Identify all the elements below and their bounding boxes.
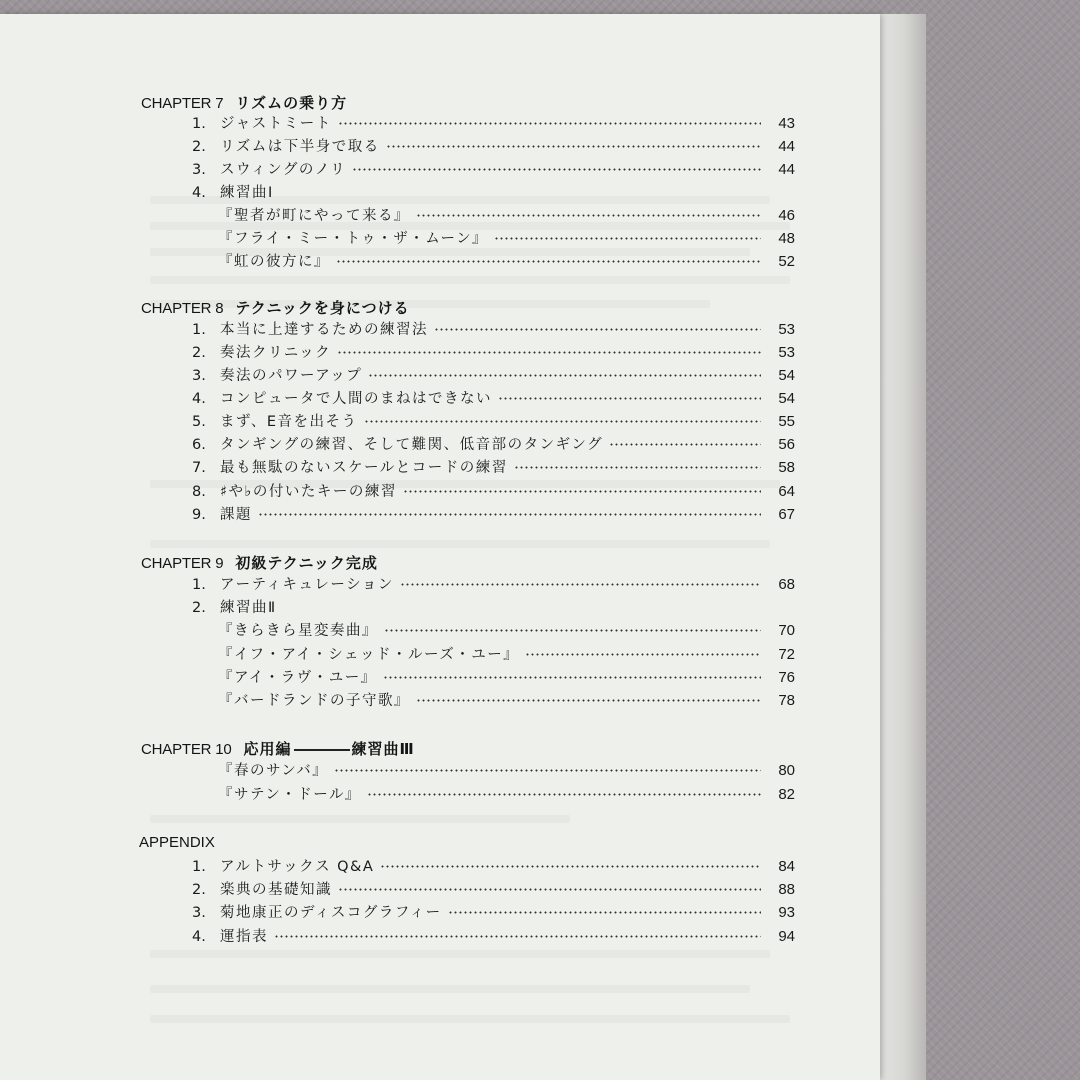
entry-title: ♯や♭の付いたキーの練習 — [220, 484, 397, 500]
leader-dots — [384, 629, 761, 632]
entry-title: アルトサックス Q&A — [220, 859, 375, 875]
leader-dots — [364, 420, 761, 423]
entry-title: 楽典の基礎知識 — [220, 882, 332, 898]
leader-dots — [400, 583, 761, 586]
leader-dots — [609, 443, 761, 446]
entry-page: 53 — [778, 344, 795, 361]
toc-subentry — [218, 619, 795, 641]
entry-title: 『虹の彼方に』 — [218, 254, 330, 270]
entry-page: 93 — [778, 904, 795, 921]
entry-page: 82 — [778, 786, 795, 803]
entry-page: 68 — [778, 576, 795, 593]
toc-entry — [192, 456, 795, 478]
toc-entry — [192, 503, 795, 525]
leader-dots — [416, 214, 761, 217]
chapter-title: リズムの乗り方 — [235, 94, 348, 112]
entry-title: スウィングのノリ — [220, 162, 347, 178]
entry-title: リズムは下半身で取る — [220, 139, 380, 155]
entry-index: 2. — [192, 345, 206, 361]
chapter-number: CHAPTER 9 — [141, 555, 224, 572]
leader-dots — [448, 911, 761, 914]
entry-index: 7. — [192, 460, 206, 476]
entry-page: 54 — [778, 367, 795, 384]
entry-index: 5. — [192, 414, 206, 430]
entry-title: 課題 — [220, 507, 252, 523]
toc-entry — [192, 596, 795, 618]
leader-dots — [416, 699, 761, 702]
entry-title: 『イフ・アイ・シェッド・ルーズ・ユー』 — [218, 647, 520, 663]
entry-title: アーティキュレーション — [220, 577, 394, 593]
entry-index: 4. — [192, 185, 206, 201]
entry-page: 48 — [778, 230, 795, 247]
chapter-number: CHAPTER 8 — [141, 300, 224, 317]
leader-dots — [514, 466, 761, 469]
entry-page: 67 — [778, 506, 795, 523]
entry-page: 58 — [778, 459, 795, 476]
leader-dots — [338, 888, 761, 891]
entry-page: 72 — [778, 646, 795, 663]
leader-dots — [352, 168, 761, 171]
toc-subentry — [218, 783, 795, 805]
leader-dots — [383, 676, 761, 679]
entry-title: 練習曲Ⅱ — [220, 600, 277, 616]
entry-page: 80 — [778, 762, 795, 779]
entry-index: 3. — [192, 905, 206, 921]
toc-entry — [192, 364, 795, 386]
entry-page: 94 — [778, 928, 795, 945]
toc-entry — [192, 901, 795, 923]
entry-title: 運指表 — [220, 929, 268, 945]
leader-dots — [386, 145, 761, 148]
chapter-number: CHAPTER 10 — [141, 741, 232, 758]
entry-title: 奏法のパワーアップ — [220, 368, 363, 384]
toc-entry — [192, 181, 795, 203]
toc-entry — [192, 878, 795, 900]
toc-entry — [192, 855, 795, 877]
entry-page: 64 — [778, 483, 795, 500]
toc-subentry — [218, 689, 795, 711]
entry-page: 70 — [778, 622, 795, 639]
leader-dots — [368, 374, 761, 377]
toc-subentry — [218, 250, 795, 272]
entry-title: 奏法クリニック — [220, 345, 332, 361]
chapter-title: テクニックを身につける — [235, 299, 410, 317]
entry-title: 『サテン・ドール』 — [218, 787, 361, 803]
entry-title: 『きらきら星変奏曲』 — [218, 623, 378, 639]
leader-dots — [380, 865, 761, 868]
entry-index: 2. — [192, 139, 206, 155]
entry-page: 53 — [778, 321, 795, 338]
toc-subentry — [218, 666, 795, 688]
entry-index: 8. — [192, 484, 206, 500]
entry-title: 最も無駄のないスケールとコードの練習 — [220, 460, 508, 476]
chapter-heading — [141, 297, 410, 318]
leader-dots — [367, 793, 761, 796]
toc-entry — [192, 433, 795, 455]
leader-dots — [498, 397, 761, 400]
leader-dots — [258, 513, 761, 516]
chapter-heading — [141, 552, 378, 573]
chapter-title — [244, 740, 415, 758]
entry-page: 54 — [778, 390, 795, 407]
entry-index: 4. — [192, 929, 206, 945]
leader-dots — [274, 935, 761, 938]
leader-dots — [403, 490, 761, 493]
entry-page: 52 — [778, 253, 795, 270]
entry-index: 6. — [192, 437, 206, 453]
chapter-number: CHAPTER 7 — [141, 95, 224, 112]
entry-page: 84 — [778, 858, 795, 875]
leader-dots — [434, 328, 761, 331]
entry-title: 練習曲Ⅰ — [220, 185, 274, 201]
chapter-title-sub: 練習曲Ⅲ — [351, 740, 415, 758]
toc-entry — [192, 410, 795, 432]
toc-entry — [192, 480, 795, 502]
entry-title: ジャストミート — [220, 116, 332, 132]
entry-page: 44 — [778, 161, 795, 178]
entry-page: 56 — [778, 436, 795, 453]
entry-title: 『フライ・ミー・トゥ・ザ・ムーン』 — [218, 231, 489, 247]
toc-entry — [192, 573, 795, 595]
toc-subentry — [218, 227, 795, 249]
toc-subentry — [218, 643, 795, 665]
entry-title: 菊地康正のディスコグラフィー — [220, 905, 442, 921]
entry-page: 43 — [778, 115, 795, 132]
entry-title: タンギングの練習、そして難関、低音部のタンギング — [220, 437, 604, 453]
toc-entry — [192, 387, 795, 409]
entry-page: 76 — [778, 669, 795, 686]
em-dash-rule — [294, 749, 350, 751]
toc-entry — [192, 112, 795, 134]
toc-subentry — [218, 759, 795, 781]
entry-title: 『アイ・ラヴ・ユー』 — [218, 670, 377, 686]
entry-index: 1. — [192, 322, 206, 338]
entry-page: 46 — [778, 207, 795, 224]
chapter-heading — [141, 92, 347, 113]
entry-page: 55 — [778, 413, 795, 430]
entry-index: 2. — [192, 600, 206, 616]
toc-entry — [192, 318, 795, 340]
entry-index: 3. — [192, 162, 206, 178]
entry-page: 44 — [778, 138, 795, 155]
entry-page: 78 — [778, 692, 795, 709]
toc-entry — [192, 158, 795, 180]
entry-page: 88 — [778, 881, 795, 898]
leader-dots — [334, 769, 761, 772]
leader-dots — [338, 122, 761, 125]
toc-entry — [192, 925, 795, 947]
entry-title: 『バードランドの子守歌』 — [218, 693, 410, 709]
leader-dots — [337, 351, 761, 354]
leader-dots — [336, 260, 761, 263]
entry-index: 3. — [192, 368, 206, 384]
chapter-heading — [141, 738, 415, 759]
entry-index: 9. — [192, 507, 206, 523]
entry-index: 2. — [192, 882, 206, 898]
entry-title: コンピュータで人間のまねはできない — [220, 391, 492, 407]
entry-title: 『聖者が町にやって来る』 — [218, 208, 410, 224]
toc-entry — [192, 135, 795, 157]
entry-index: 1. — [192, 859, 206, 875]
chapter-title-main: 応用編 — [243, 740, 292, 758]
entry-index: 1. — [192, 116, 206, 132]
appendix-heading: APPENDIX — [139, 834, 215, 851]
toc-subentry — [218, 204, 795, 226]
entry-index: 1. — [192, 577, 206, 593]
entry-title: まず、E音を出そう — [220, 414, 358, 430]
entry-title: 『春のサンバ』 — [218, 763, 329, 779]
chapter-title: 初級テクニック完成 — [235, 554, 378, 572]
entry-title: 本当に上達するための練習法 — [220, 322, 428, 338]
leader-dots — [525, 653, 761, 656]
entry-index: 4. — [192, 391, 206, 407]
leader-dots — [494, 237, 761, 240]
toc-entry — [192, 341, 795, 363]
